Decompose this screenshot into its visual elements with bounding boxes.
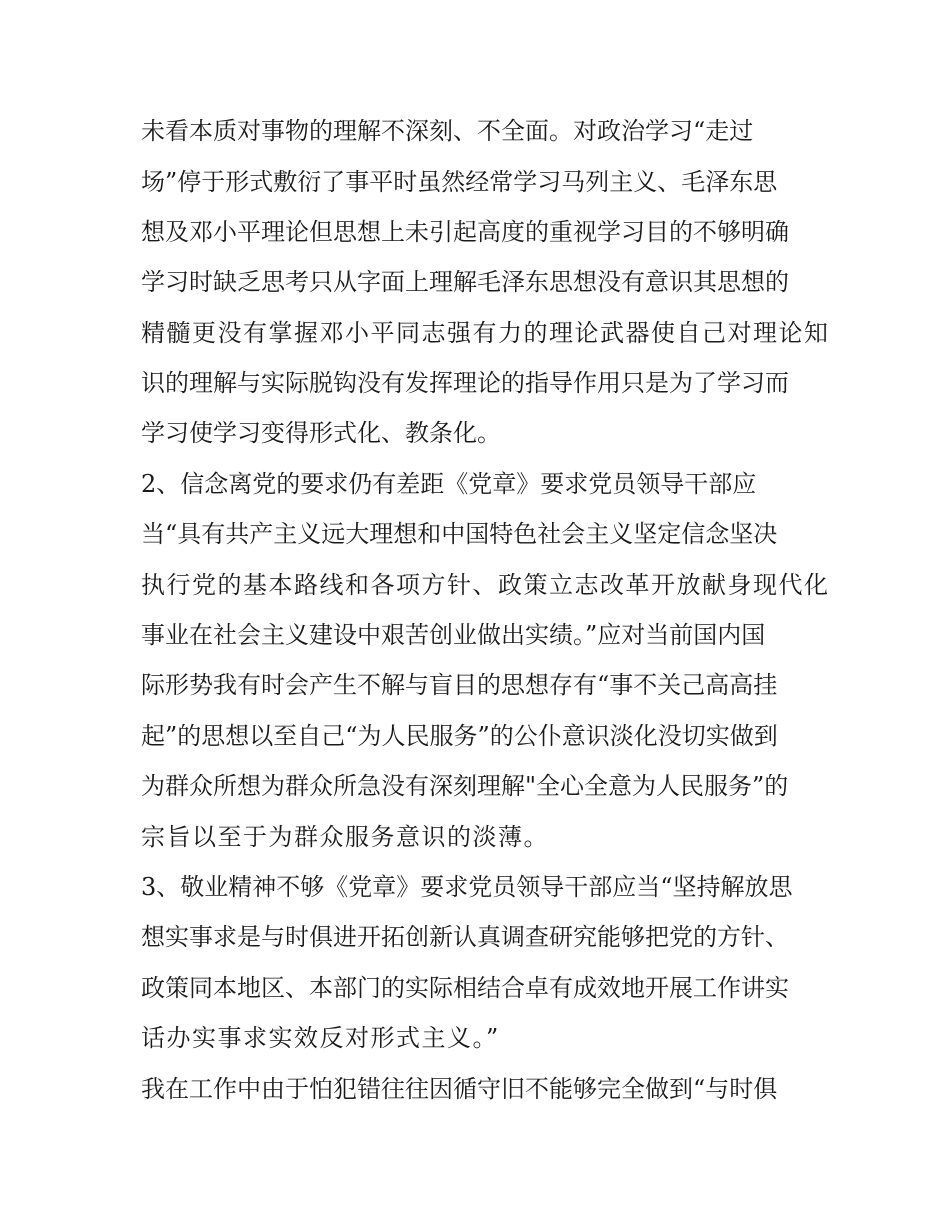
text-line: 想实事求是与时俱进开拓创新认真调查研究能够把党的方针、	[141, 923, 789, 951]
text-line: 当“具有共产主义远大理想和中国特色社会主义坚定信念坚决	[141, 520, 778, 548]
text-line: 起”的思想以至自己“为人民服务”的公仆意识淡化没切实做到	[141, 722, 778, 750]
text-line: 事业在社会主义建设中艰苦创业做出实绩。”应对当前国内国	[141, 621, 766, 649]
section-heading-3: 3、敬业精神不够《党章》要求党员领导干部应当“坚持解放思	[141, 873, 793, 901]
text-line: 未看本质对事物的理解不深刻、不全面。对政治学习“走过	[141, 117, 754, 145]
text-line: 识的理解与实际脱钩没有发挥理论的指导作用只是为了学习而	[141, 369, 789, 397]
text-line: 宗旨以至于为群众服务意识的淡薄。	[141, 823, 549, 851]
text-line: 执行党的基本路线和各项方针、政策立志改革开放献身现代化	[141, 571, 830, 599]
text-line: 精髓更没有掌握邓小平同志强有力的理论武器使自己对理论知	[141, 319, 830, 347]
text-line: 政策同本地区、本部门的实际相结合卓有成效地开展工作讲实	[141, 974, 789, 1002]
text-line: 场”停于形式敷衍了事平时虽然经常学习马列主义、毛泽东思	[141, 168, 778, 196]
text-line: 学习使学习变得形式化、教条化。	[141, 419, 501, 447]
text-line: 为群众所想为群众所急没有深刻理解"全心全意为人民服务”的	[141, 772, 789, 800]
section-heading-2: 2、信念离党的要求仍有差距《党章》要求党员领导干部应	[141, 470, 757, 498]
text-line: 际形势我有时会产生不解与盲目的思想存有“事不关己高高挂	[141, 671, 778, 699]
text-line: 想及邓小平理论但思想上未引起高度的重视学习目的不够明确	[141, 218, 789, 246]
text-line: 我在工作中由于怕犯错往往因循守旧不能够完全做到“与时俱	[141, 1075, 778, 1103]
text-line: 学习时缺乏思考只从字面上理解毛泽东思想没有意识其思想的	[141, 268, 789, 296]
text-line: 话办实事求实效反对形式主义。”	[141, 1024, 500, 1052]
